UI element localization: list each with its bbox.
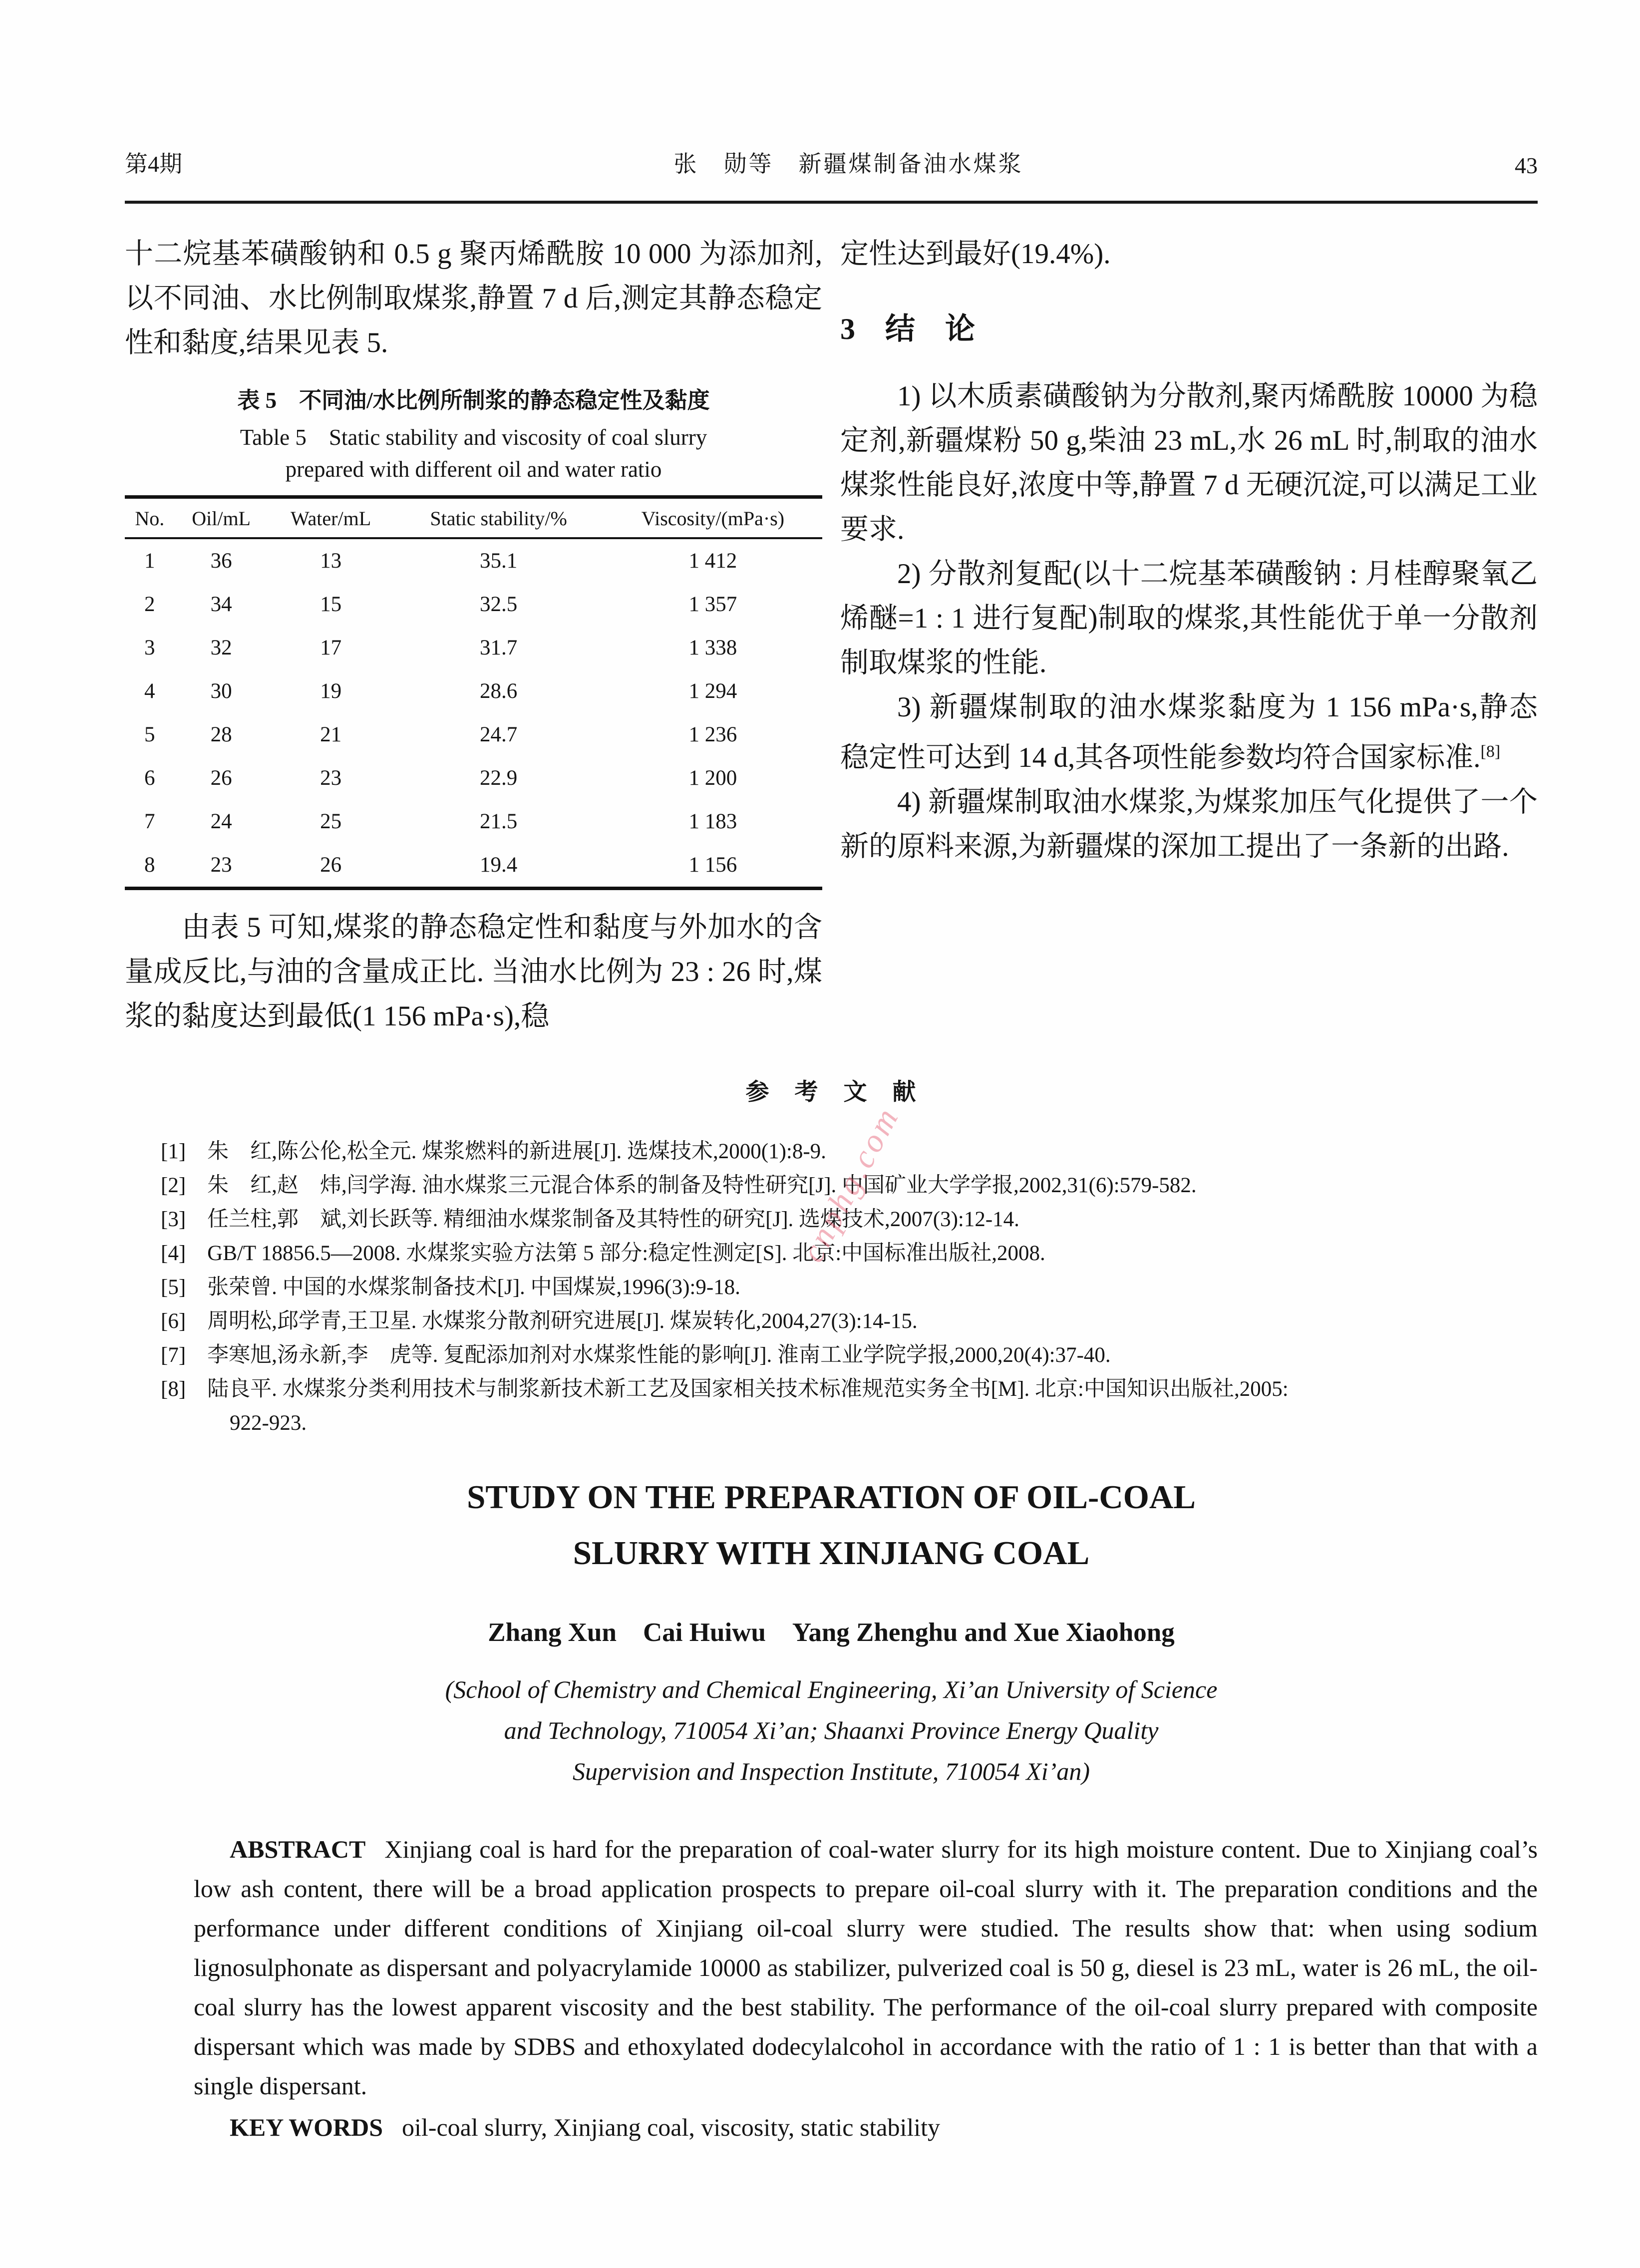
- cell: 25: [320, 810, 342, 833]
- reference-item: [5] 张荣曾. 中国的水煤浆制备技术[J]. 中国煤炭,1996(3):9-18.: [161, 1276, 740, 1299]
- english-section: [125, 1469, 1538, 2147]
- abstract-label: ABSTRACT: [230, 1835, 366, 1863]
- cell: 19.4: [479, 853, 518, 877]
- right-column: [840, 232, 1538, 1038]
- reference-item: [7] 李寒旭,汤永新,李 虎等. 复配添加剂对水煤浆性能的影响[J]. 淮南工业学院学报,2000,20(4):37-40.: [161, 1343, 1111, 1367]
- header-issue: 第4期: [125, 151, 182, 177]
- references-heading: 参 考 文 献: [745, 1079, 917, 1105]
- header-page-number: 43: [1515, 153, 1538, 178]
- english-title-line2: SLURRY WITH XINJIANG COAL: [573, 1535, 1090, 1572]
- col-header-viscosity: Viscosity/(mPa·s): [604, 497, 822, 539]
- section-heading-conclusion: 3 结 论: [840, 313, 975, 345]
- body-paragraph: 十二烷基苯磺酸钠和 0.5 g 聚丙烯酰胺 10 000 为添加剂,以不同油、水比例制取煤浆,静置 7 d 后,测定其静态稳定性和黏度,结果见表 5.: [125, 238, 822, 358]
- body-paragraph: 定性达到最好(19.4%).: [840, 238, 1111, 270]
- cell: 2: [144, 593, 155, 616]
- col-header-water: Water/mL: [268, 497, 394, 539]
- table-row: [125, 626, 822, 669]
- reference-item-continuation: 922-923.: [230, 1411, 307, 1435]
- cell: 21.5: [479, 810, 518, 833]
- cell: 24: [210, 810, 232, 833]
- cell: 23: [210, 853, 232, 877]
- table-row: [125, 538, 822, 583]
- affiliation-line3: Supervision and Inspection Institute, 710054 Xi’an): [573, 1757, 1090, 1785]
- abstract-text: Xinjiang coal is hard for the preparation of coal-water slurry for its high moisture content. Due to Xinjiang coal’s low ash content, there will be a broad application prospects to prepare oil-coal slurry with it. The preparation conditions and the performance under different conditions of Xinjiang oil-coal slurry were studied. The results show that: when using sodium lignosulphonate as dispersant and polyacrylamide 10000 as stabilizer, pulverized coal is 50 g, diesel is 23 mL, water is 26 mL, the oil-coal slurry has the lowest apparent viscosity and the best stability. The performance of the oil-coal slurry prepared with composite dispersant which was made by SDBS and ethoxylated dodecylalcohol in accordance with the ratio of 1 : 1 is better than that with a single dispersant.: [194, 1835, 1538, 2100]
- watermark-text: cnphg.com: [794, 1100, 907, 1268]
- left-column: [125, 232, 822, 1038]
- body-paragraph: 由表 5 可知,煤浆的静态稳定性和黏度与外加水的含量成反比,与油的含量成正比. 当油水比例为 23 : 26 时,煤浆的黏度达到最低(1 156 mPa·s),稳: [125, 912, 822, 1032]
- col-header-stability: Static stability/%: [393, 497, 603, 539]
- conclusion-item: 2) 分散剂复配(以十二烷基苯磺酸钠 : 月桂醇聚氧乙烯醚=1 : 1 进行复配)制取的煤浆,其性能优于单一分散剂制取煤浆的性能.: [840, 558, 1538, 678]
- cell: 3: [144, 636, 155, 659]
- cell: 8: [144, 853, 155, 877]
- col-header-no: No.: [125, 497, 175, 539]
- cell: 32: [210, 636, 232, 659]
- cell: 32.5: [479, 593, 518, 616]
- cell: 24.7: [479, 723, 518, 746]
- table-caption-zh: 表 5 不同油/水比例所制浆的静态稳定性及黏度: [237, 388, 710, 413]
- reference-item: [6] 周明松,邱学青,王卫星. 水煤浆分散剂研究进展[J]. 煤炭转化,2004,27(3):14-15.: [161, 1309, 918, 1333]
- affiliation-line1: (School of Chemistry and Chemical Engineering, Xi’an University of Science: [445, 1675, 1218, 1703]
- reference-item: [4] GB/T 18856.5—2008. 水煤浆实验方法第 5 部分:稳定性测定[S]. 北京:中国标准出版社,2008.: [161, 1242, 1045, 1265]
- keywords-label: KEY WORDS: [230, 2113, 383, 2141]
- table-caption-en: [125, 421, 822, 485]
- cell: 34: [210, 593, 232, 616]
- cell: 1 412: [688, 549, 737, 573]
- english-title-line1: STUDY ON THE PREPARATION OF OIL-COAL: [467, 1479, 1196, 1516]
- cell: 19: [320, 679, 342, 703]
- cell: 23: [320, 766, 342, 790]
- header-running-title: 张 勋等 新疆煤制备油水煤浆: [673, 151, 1023, 177]
- reference-item: [2] 朱 红,赵 炜,闫学海. 油水煤浆三元混合体系的制备及特性研究[J]. 中国矿业大学学报,2002,31(6):579-582.: [161, 1174, 1197, 1197]
- table-row: [125, 583, 822, 626]
- cell: 28.6: [479, 679, 518, 703]
- table-row: [125, 843, 822, 889]
- table-caption-en-line1: Table 5 Static stability and viscosity of coal slurry: [240, 425, 707, 450]
- english-title: [125, 1469, 1538, 1581]
- cell: 31.7: [479, 636, 518, 659]
- cell: 1 357: [688, 593, 737, 616]
- keywords-text: oil-coal slurry, Xinjiang coal, viscosity, static stability: [402, 2113, 941, 2141]
- results-table-body: [125, 538, 822, 889]
- header-rule: [125, 201, 1538, 204]
- cell: 17: [320, 636, 342, 659]
- cell: 1 183: [688, 810, 737, 833]
- cell: 22.9: [479, 766, 518, 790]
- results-table: [125, 495, 822, 890]
- cell: 35.1: [479, 549, 518, 573]
- cell: 15: [320, 593, 342, 616]
- cell: 1: [144, 549, 155, 573]
- cell: 26: [320, 853, 342, 877]
- cell: 5: [144, 723, 155, 746]
- conclusion-item: 1) 以木质素磺酸钠为分散剂,聚丙烯酰胺 10000 为稳定剂,新疆煤粉 50 g,柴油 23 mL,水 26 mL 时,制取的油水煤浆性能良好,浓度中等,静置 7 d 无硬沉淀,可以满足工业要求.: [840, 380, 1538, 545]
- cell: 13: [320, 549, 342, 573]
- citation-superscript: [8]: [1480, 742, 1501, 761]
- cell: 30: [210, 679, 232, 703]
- conclusion-item-text: 3) 新疆煤制取的油水煤浆黏度为 1 156 mPa·s,静态稳定性可达到 14 d,其各项性能参数均符合国家标准.: [840, 691, 1538, 773]
- col-header-oil: Oil/mL: [175, 497, 268, 539]
- cell: 6: [144, 766, 155, 790]
- affiliation: [125, 1669, 1538, 1792]
- table-row: [125, 756, 822, 800]
- results-table-header: [125, 497, 822, 539]
- cell: 1 156: [688, 853, 737, 877]
- cell: 1 294: [688, 679, 737, 703]
- cell: 1 338: [688, 636, 737, 659]
- abstract-paragraph: [194, 1830, 1538, 2106]
- cell: 36: [210, 549, 232, 573]
- cell: 1 236: [688, 723, 737, 746]
- authors-line: Zhang Xun Cai Huiwu Yang Zhenghu and Xue Xiaohong: [488, 1618, 1175, 1647]
- table-row: [125, 713, 822, 756]
- reference-item: [8] 陆良平. 水煤浆分类利用技术与制浆新技术新工艺及国家相关技术标准规范实务全书[M]. 北京:中国知识出版社,2005:: [161, 1377, 1289, 1401]
- reference-item: [1] 朱 红,陈公伦,松全元. 煤浆燃料的新进展[J]. 选煤技术,2000(1):8-9.: [161, 1140, 826, 1163]
- two-column-body: [125, 232, 1538, 1038]
- cell: 4: [144, 679, 155, 703]
- cell: 7: [144, 810, 155, 833]
- cell: 1 200: [688, 766, 737, 790]
- table-header-row: [125, 497, 822, 539]
- table-caption-en-line2: prepared with different oil and water ratio: [285, 457, 662, 482]
- conclusion-item: 4) 新疆煤制取油水煤浆,为煤浆加压气化提供了一个新的原料来源,为新疆煤的深加工提出了一条新的出路.: [840, 786, 1538, 862]
- conclusion-item: [840, 685, 1538, 780]
- reference-item: [3] 任兰柱,郭 斌,刘长跃等. 精细油水煤浆制备及其特性的研究[J]. 选煤技术,2007(3):12-14.: [161, 1208, 1019, 1231]
- table-row: [125, 800, 822, 843]
- page-header: [125, 0, 1538, 179]
- cell: 28: [210, 723, 232, 746]
- cell: 21: [320, 723, 342, 746]
- table-row: [125, 669, 822, 713]
- cell: 26: [210, 766, 232, 790]
- keywords-line: [194, 2108, 1538, 2147]
- affiliation-line2: and Technology, 710054 Xi’an; Shaanxi Province Energy Quality: [504, 1716, 1159, 1744]
